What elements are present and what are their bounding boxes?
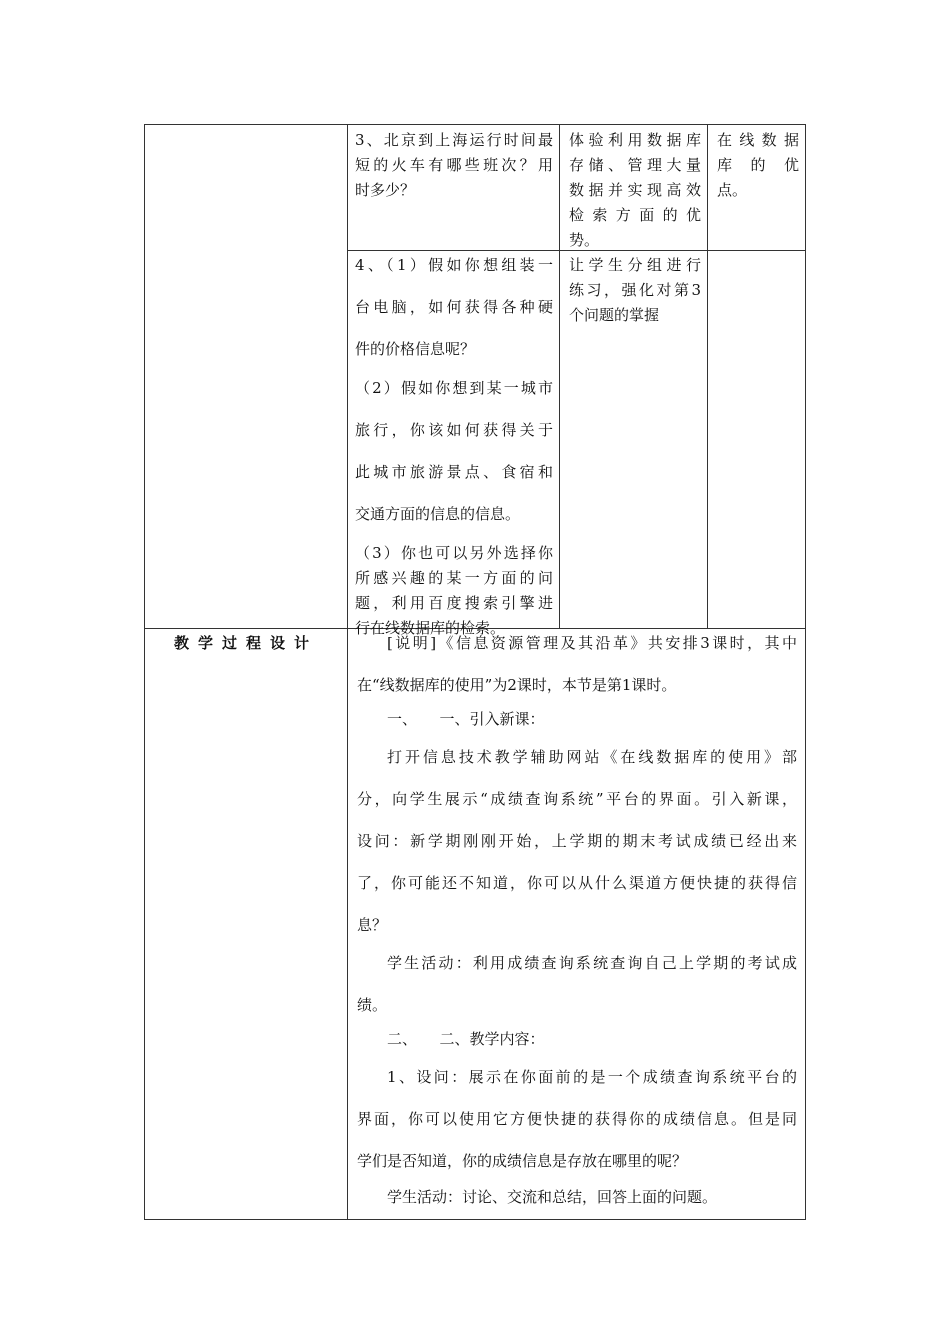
text-line: 行在线数据库的检索。 — [355, 619, 506, 637]
text-line: 在线数据 — [717, 131, 799, 149]
question-3-cell — [355, 128, 553, 203]
text-line: 题，利用百度搜索引擎进 — [355, 594, 553, 612]
section-heading: 一、 一、引入新课： — [387, 710, 545, 728]
section-heading: 二、 二、教学内容： — [387, 1030, 545, 1048]
question-4-intent-cell — [569, 253, 701, 328]
text-line: 分，向学生展示“成绩查询系统”平台的界面。引入新课， — [357, 790, 797, 808]
text-line: 数据并实现高效 — [569, 181, 701, 199]
text-line: 旅行，你该如何获得关于 — [355, 421, 553, 439]
text-line: 绩。 — [357, 996, 388, 1014]
text-line: 所感兴趣的某一方面的问 — [355, 569, 553, 587]
text-line: 库的优 — [717, 156, 799, 174]
text-line: 台电脑，如何获得各种硬 — [355, 298, 553, 316]
text-line: [说明]《信息资源管理及其沿革》共安排3课时，其中 — [387, 634, 797, 652]
question-3-intent-cell — [569, 128, 701, 253]
column-divider — [707, 125, 708, 628]
text-line: 打开信息技术教学辅助网站《在线数据库的使用》部 — [387, 748, 797, 766]
text-line: 个问题的掌握 — [569, 306, 660, 324]
text-line: 学生活动：讨论、交流和总结，回答上面的问题。 — [387, 1188, 718, 1206]
text-line: 学生活动：利用成绩查询系统查询自己上学期的考试成 — [387, 954, 797, 972]
text-line: 1、设问：展示在你面前的是一个成绩查询系统平台的 — [387, 1068, 797, 1086]
column-divider — [559, 125, 560, 628]
question-4-cell — [355, 253, 553, 641]
question-3-note-cell — [717, 128, 799, 203]
text-line: 存储、管理大量 — [569, 156, 701, 174]
text-line: 练习，强化对第3 — [569, 281, 701, 299]
process-content-cell — [357, 629, 797, 1211]
text-line: 在“线数据库的使用”为2课时，本节是第1课时。 — [357, 676, 677, 694]
column-divider — [347, 125, 348, 1219]
text-line: 点。 — [717, 181, 748, 199]
text-line: 交通方面的信息的信息。 — [355, 505, 521, 523]
text-line: 势。 — [569, 231, 600, 249]
text-line: 了，你可能还不知道，你可以从什么渠道方便快捷的获得信 — [357, 874, 797, 892]
text-line: 时多少？ — [355, 181, 416, 199]
text-line: 设问：新学期刚刚开始，上学期的期末考试成绩已经出来 — [357, 832, 797, 850]
text-line: 3、北京到上海运行时间最 — [355, 131, 553, 149]
text-line: 界面，你可以使用它方便快捷的获得你的成绩信息。但是同 — [357, 1110, 797, 1128]
process-heading: 教学过程设计 — [173, 634, 318, 652]
text-line: 息？ — [357, 916, 388, 934]
text-line: 件的价格信息呢？ — [355, 340, 476, 358]
lesson-table — [144, 124, 806, 1220]
text-line: 体验利用数据库 — [569, 131, 701, 149]
text-line: 学们是否知道，你的成绩信息是存放在哪里的呢？ — [357, 1152, 688, 1170]
text-line: 短的火车有哪些班次？用 — [355, 156, 553, 174]
text-line: 此城市旅游景点、食宿和 — [355, 463, 553, 481]
text-line: （2）假如你想到某一城市 — [355, 379, 553, 397]
text-line: 4、（1）假如你想组装一 — [355, 256, 553, 274]
text-line: 检索方面的优 — [569, 206, 701, 224]
text-line: 让学生分组进行 — [569, 256, 701, 274]
text-line: （3）你也可以另外选择你 — [355, 544, 553, 562]
